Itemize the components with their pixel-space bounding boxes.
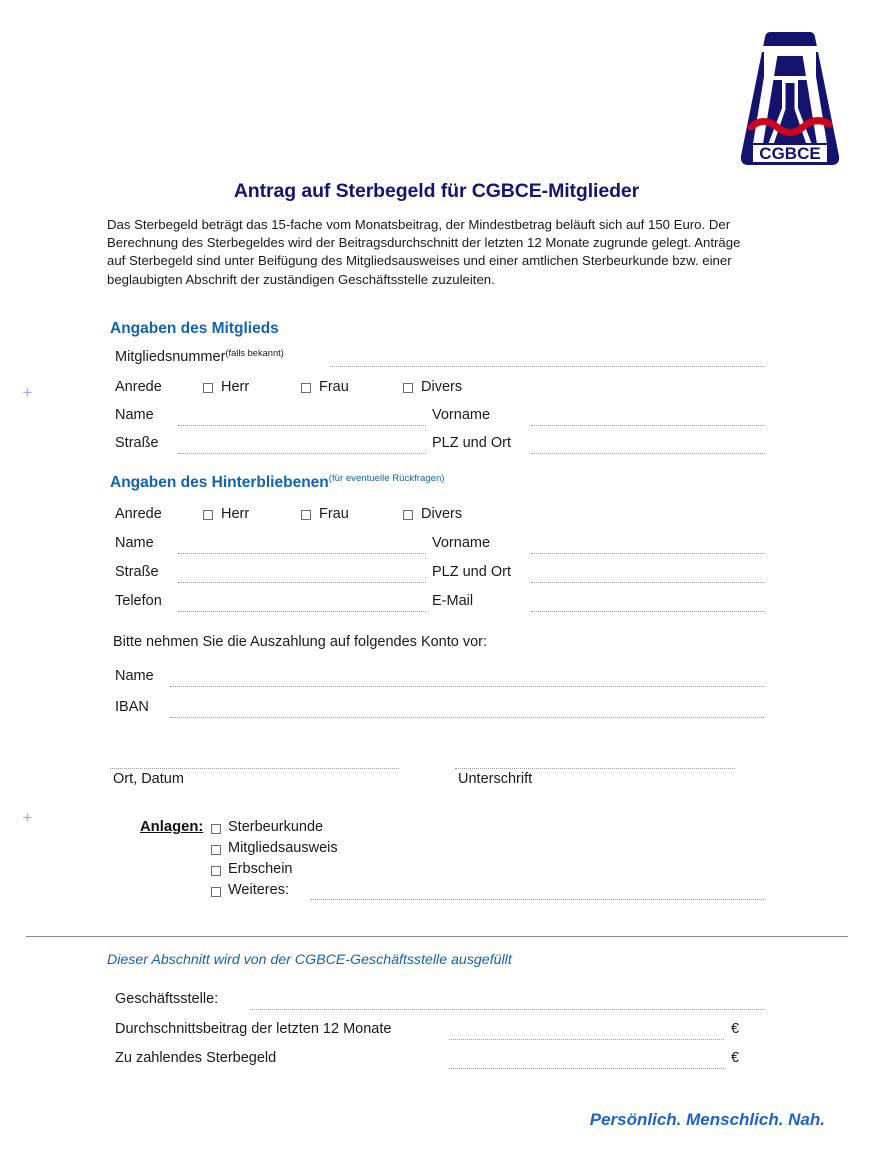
intro-paragraph: Das Sterbegeld beträgt das 15-fache vom Monatsbeitrag, der Mindestbetrag beläuft sich auf 150 Euro. Der Berechnung des Sterbegeldes wird der Beitragsdurchschnitt der letzten 12 Monate zugrunde gelegt. Anträge auf Sterbegeld sind unter Beifügung des Mitgliedsausweises und einer amtlichen Sterbeurkunde bzw. einer beglaubigten Abschrift der zuständigen Geschäftsstelle zuzuleiten. <box>107 217 741 287</box>
crop-mark-upper: + <box>22 383 33 402</box>
survivor-salutation-divers-checkbox[interactable] <box>403 510 413 520</box>
bank-iban-input[interactable] <box>170 717 764 718</box>
member-firstname-input[interactable] <box>531 425 765 426</box>
office-average-label: Durchschnittsbeitrag der letzten 12 Monate <box>115 1021 392 1037</box>
survivor-salutation-divers-label[interactable]: Divers <box>421 506 463 522</box>
section-heading-survivor <box>110 473 444 492</box>
bank-iban-label: IBAN <box>115 699 149 715</box>
bank-name-input[interactable] <box>170 686 764 687</box>
member-salutation-divers-checkbox[interactable] <box>403 383 413 393</box>
attachment-erbschein-checkbox[interactable] <box>211 866 221 876</box>
survivor-salutation-herr-label[interactable]: Herr <box>221 506 250 522</box>
section-heading-member <box>110 320 279 338</box>
attachment-weiteres-input[interactable] <box>311 899 764 900</box>
attachment-weiteres-label[interactable]: Weiteres: <box>228 882 289 898</box>
attachment-sterbeurkunde-checkbox[interactable] <box>211 824 221 834</box>
office-branch-input[interactable] <box>250 1009 765 1010</box>
office-payout-currency: € <box>731 1050 740 1066</box>
survivor-city-label: PLZ und Ort <box>432 564 511 580</box>
office-average-input[interactable] <box>449 1039 724 1040</box>
section-divider <box>26 936 848 937</box>
member-salutation-herr-checkbox[interactable] <box>203 383 213 393</box>
member-city-input[interactable] <box>531 453 765 454</box>
member-name-input[interactable] <box>178 425 426 426</box>
place-date-input[interactable] <box>110 768 399 769</box>
member-street-input[interactable] <box>178 453 426 454</box>
member-salutation-label: Anrede <box>115 379 162 395</box>
member-name-label: Name <box>115 407 154 423</box>
member-city-label: PLZ und Ort <box>432 435 511 451</box>
member-firstname-label: Vorname <box>432 407 491 423</box>
office-average-currency: € <box>731 1021 740 1037</box>
survivor-phone-label: Telefon <box>115 593 162 609</box>
survivor-phone-input[interactable] <box>178 611 426 612</box>
section-heading-member-label: Angaben des Mitglieds <box>110 320 279 337</box>
section-heading-survivor-note: (für eventuelle Rückfragen) <box>328 473 445 484</box>
signature-input[interactable] <box>455 768 735 769</box>
membership-number-label: Mitgliedsnummer$^{(falls bekannt)}$ <box>115 348 284 365</box>
bank-instruction: Bitte nehmen Sie die Auszahlung auf folgendes Konto vor: <box>113 634 488 650</box>
member-salutation-frau-checkbox[interactable] <box>301 383 311 393</box>
signature-label: Unterschrift <box>458 771 533 787</box>
attachment-mitgliedsausweis-label[interactable]: Mitgliedsausweis <box>228 840 338 856</box>
survivor-street-input[interactable] <box>178 582 426 583</box>
survivor-email-input[interactable] <box>531 611 765 612</box>
place-date-label: Ort, Datum <box>113 771 184 787</box>
office-use-note: Dieser Abschnitt wird von der CGBCE-Geschäftsstelle ausgefüllt <box>107 952 512 968</box>
survivor-street-label: Straße <box>115 564 159 580</box>
crop-mark-lower: + <box>22 808 33 827</box>
page-title: Antrag auf Sterbegeld für CGBCE-Mitglieder <box>233 180 640 202</box>
office-branch-label: Geschäftsstelle: <box>115 991 219 1007</box>
member-street-label: Straße <box>115 435 159 451</box>
footer-tagline: Persönlich. Menschlich. Nah. <box>589 1110 825 1129</box>
survivor-city-input[interactable] <box>531 582 765 583</box>
attachment-erbschein-label[interactable]: Erbschein <box>228 861 293 877</box>
attachments-title: Anlagen: <box>140 819 204 835</box>
survivor-email-label: E-Mail <box>432 593 474 609</box>
member-salutation-herr-label[interactable]: Herr <box>221 379 250 395</box>
survivor-name-input[interactable] <box>178 553 426 554</box>
membership-number-note: (falls bekannt) <box>225 348 284 358</box>
office-payout-input[interactable] <box>449 1068 724 1069</box>
attachment-weiteres-checkbox[interactable] <box>211 887 221 897</box>
office-payout-label: Zu zahlendes Sterbegeld <box>115 1050 277 1066</box>
attachment-sterbeurkunde-label[interactable]: Sterbeurkunde <box>228 819 324 835</box>
survivor-name-label: Name <box>115 535 154 551</box>
survivor-salutation-frau-label[interactable]: Frau <box>319 506 349 522</box>
attachment-mitgliedsausweis-checkbox[interactable] <box>211 845 221 855</box>
cgbce-logo <box>738 28 842 174</box>
survivor-salutation-herr-checkbox[interactable] <box>203 510 213 520</box>
survivor-salutation-label: Anrede <box>115 506 162 522</box>
member-salutation-frau-label[interactable]: Frau <box>319 379 349 395</box>
survivor-firstname-label: Vorname <box>432 535 491 551</box>
membership-number-input[interactable] <box>330 366 765 367</box>
logo-wordmark: CGBCE <box>759 144 821 163</box>
section-heading-survivor-label: Angaben des Hinterbliebenen <box>110 474 329 491</box>
survivor-salutation-frau-checkbox[interactable] <box>301 510 311 520</box>
member-salutation-divers-label[interactable]: Divers <box>421 379 463 395</box>
survivor-firstname-input[interactable] <box>531 553 765 554</box>
bank-name-label: Name <box>115 668 154 684</box>
